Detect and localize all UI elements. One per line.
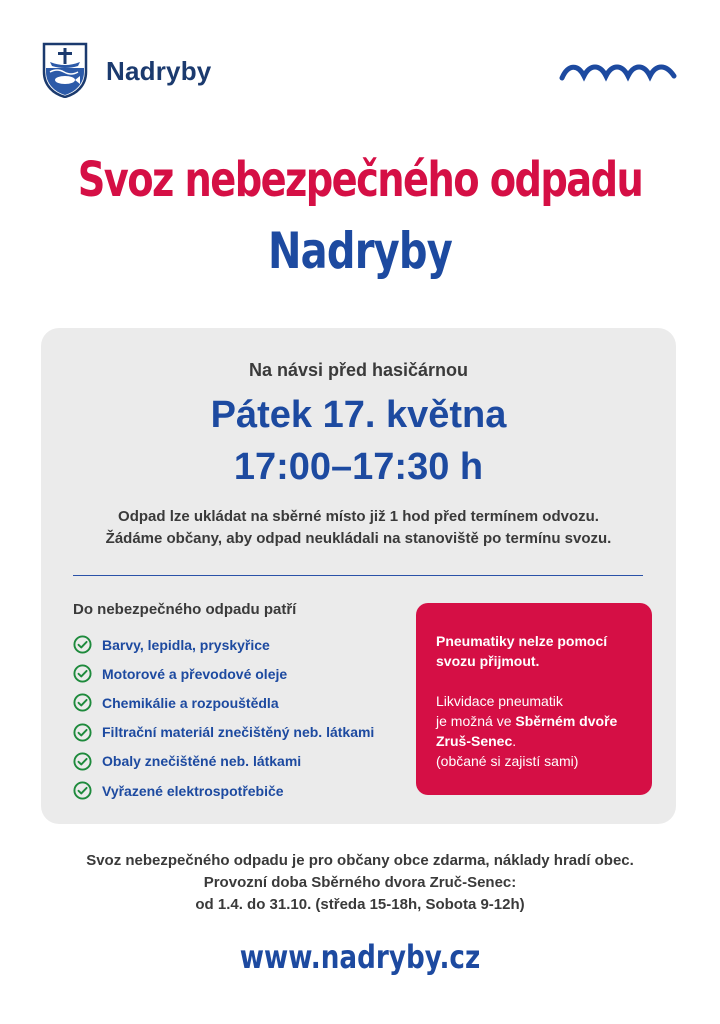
event-date: Pátek 17. května (210, 394, 507, 436)
event-note (41, 506, 676, 550)
list-item (73, 747, 374, 776)
waves-icon (558, 56, 678, 82)
tires-warning: Pneumatiky nelze pomocí svozu přijmout. (436, 633, 608, 669)
list-item (73, 718, 374, 747)
tires-info-text: . (512, 733, 517, 749)
check-circle-icon (73, 664, 92, 683)
list-item-label: Chemikálie a rozpouštědla (102, 694, 279, 711)
accepted-heading: Do nebezpečného odpadu patří (73, 601, 297, 618)
check-circle-icon (73, 723, 92, 742)
tires-info (436, 691, 646, 771)
list-item (73, 776, 374, 805)
list-item (73, 630, 374, 659)
list-item-label: Motorové a převodové oleje (102, 665, 288, 682)
check-circle-icon (73, 752, 92, 771)
website-link[interactable]: www.nadryby.cz (239, 938, 481, 976)
list-item-label: Vyřazené elektrospotřebiče (102, 782, 284, 799)
check-circle-icon (73, 693, 92, 712)
accepted-list (73, 630, 374, 805)
list-item-label: Barvy, lepidla, pryskyřice (102, 636, 270, 653)
collection-yard-place: Zruš-Senec (436, 733, 513, 749)
list-item-label: Obaly znečištěné neb. látkami (102, 753, 302, 770)
collection-yard-name: Sběrném dvoře (515, 713, 618, 729)
tires-info-text: je možná ve (436, 713, 516, 729)
list-item-label: Filtrační materiál znečištěný neb. látkami (102, 724, 375, 741)
footer-line: Provozní doba Sběrného dvora Zruč-Senec: (203, 874, 517, 891)
municipal-crest-icon (42, 42, 88, 98)
tires-info-line (436, 731, 646, 751)
event-panel (41, 328, 676, 824)
tires-info-line: (občané si zajistí sami) (436, 753, 579, 769)
footer-line: Svoz nebezpečného odpadu je pro občany obce zdarma, náklady hradí obec. (86, 852, 634, 869)
list-item (73, 688, 374, 717)
divider (73, 575, 643, 576)
footer-line: od 1.4. do 31.10. (středa 15-18h, Sobota 9-12h) (195, 896, 525, 913)
event-note-line: Žádáme občany, aby odpad neukládali na stanoviště po termínu svozu. (105, 530, 612, 547)
brand-name: Nadryby (106, 56, 212, 86)
header (42, 42, 678, 100)
tires-alert-box (416, 603, 652, 795)
check-circle-icon (73, 635, 92, 654)
tires-info-line (436, 711, 646, 731)
tires-info-line: Likvidace pneumatik (436, 693, 563, 709)
main-subtitle: Nadryby (267, 222, 452, 280)
footer-info (0, 850, 720, 916)
check-circle-icon (73, 781, 92, 800)
main-title: Svoz nebezpečného odpadu (77, 152, 643, 208)
list-item (73, 659, 374, 688)
event-note-line: Odpad lze ukládat na sběrné místo již 1 hod před termínem odvozu. (118, 508, 599, 525)
event-location: Na návsi před hasičárnou (248, 360, 469, 380)
event-time: 17:00–17:30 h (233, 446, 484, 488)
